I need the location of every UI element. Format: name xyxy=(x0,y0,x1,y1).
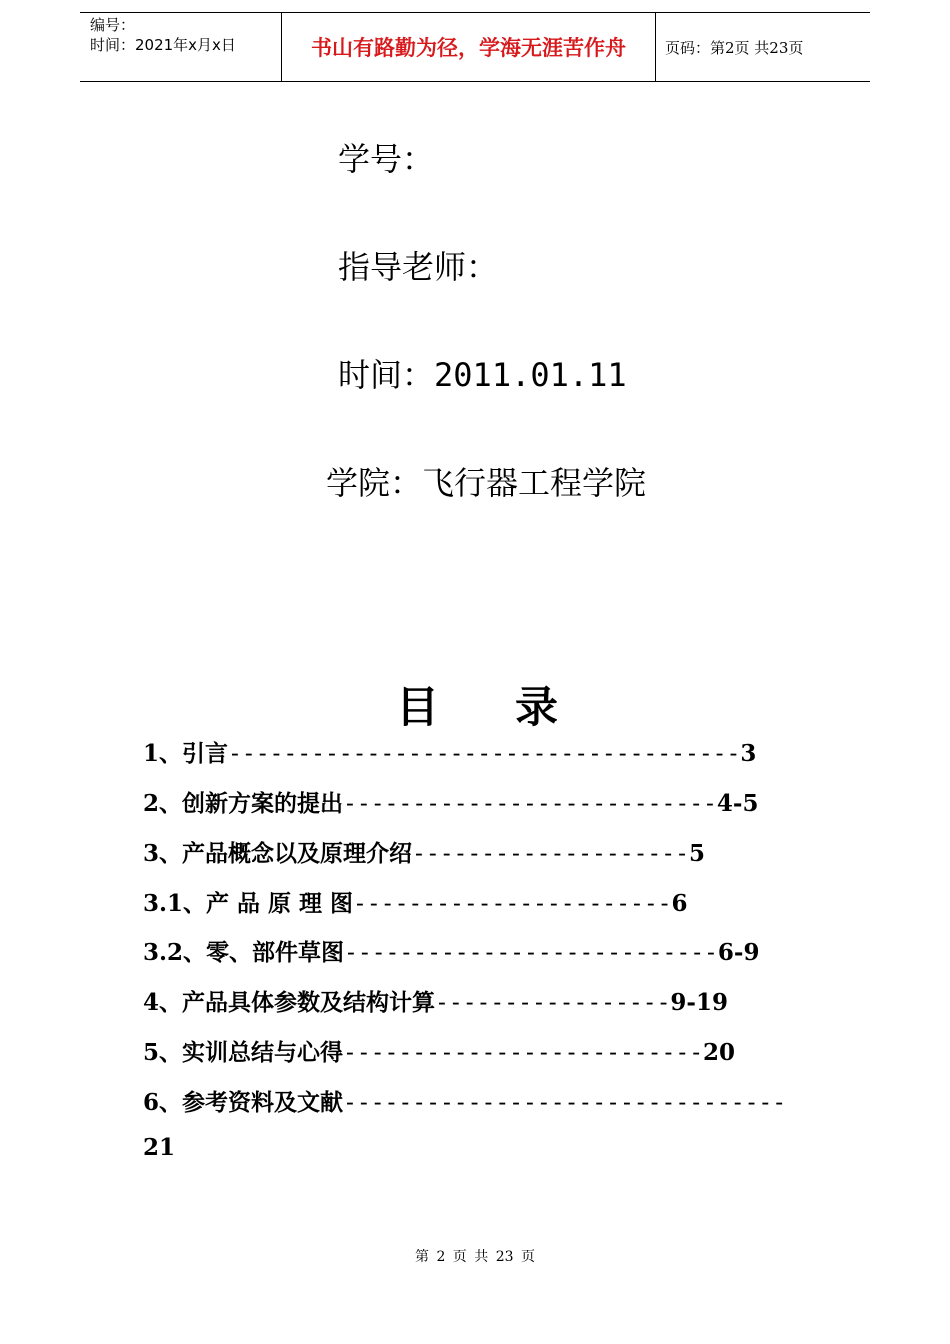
number-label: 编号： xyxy=(90,16,136,34)
toc-entry[interactable] xyxy=(143,785,758,818)
toc-entry-leader: ----------------------- xyxy=(353,891,672,917)
toc-entry-page: 5 xyxy=(688,840,705,867)
toc-entry[interactable] xyxy=(143,1034,735,1067)
toc-entry[interactable] xyxy=(143,1084,786,1117)
toc-entry-title: 3、产品概念以及原理介绍 xyxy=(143,840,413,867)
toc-entry-leader: --------------------------- xyxy=(344,940,718,966)
toc-entry[interactable] xyxy=(143,934,759,967)
toc-entry-continued[interactable] xyxy=(143,1134,175,1161)
toc-entry-page: 9-19 xyxy=(670,989,728,1016)
toc-entry[interactable] xyxy=(143,835,705,868)
advisor-field: 指导老师： xyxy=(338,248,499,286)
toc-entry-leader: -------------------------------- xyxy=(343,1090,787,1116)
time-field xyxy=(338,350,627,396)
header-meta xyxy=(80,13,282,81)
time-value: 2011.01.11 xyxy=(434,356,627,394)
toc-entry-title: 6、参考资料及文献 xyxy=(143,1089,344,1116)
toc-entry-page: 4-5 xyxy=(716,790,759,817)
header-motto: 书山有路勤为径，学海无涯苦作舟 xyxy=(282,13,656,81)
page-footer: 第 2 页 共 23 页 xyxy=(415,1249,535,1265)
toc-title-right: 录 xyxy=(515,683,558,733)
toc-entry-page: 20 xyxy=(703,1039,736,1066)
toc-entry-title: 2、创新方案的提出 xyxy=(143,790,344,817)
toc-entry[interactable] xyxy=(143,735,756,768)
toc-entry[interactable] xyxy=(143,984,728,1017)
toc-entry-leader: ------------------------------------- xyxy=(228,741,741,767)
time-prefix: 时间： xyxy=(338,356,435,394)
page-header xyxy=(80,12,870,82)
toc-entry-leader: --------------------------- xyxy=(343,791,717,817)
toc-entry-page: 6 xyxy=(671,890,688,917)
student-id-field: 学号： xyxy=(338,140,435,178)
toc-entry[interactable] xyxy=(143,885,688,918)
toc-entry-title: 4、产品具体参数及结构计算 xyxy=(143,989,436,1016)
toc-entry-page: 6-9 xyxy=(717,939,760,966)
header-page-info: 页码：第2页 共23页 xyxy=(665,38,804,57)
toc-entry-title: 3.2、零、部件草图 xyxy=(143,939,345,966)
time-label: 时间：2021年x月x日 xyxy=(90,36,236,54)
toc-entry-leader: -------------------------- xyxy=(343,1040,704,1066)
toc-entry-leader: ----------------- xyxy=(435,990,671,1016)
toc-entry-title: 1、引言 xyxy=(143,740,229,767)
toc-title xyxy=(396,674,558,735)
toc-entry-title: 3.1、产 品 原 理 图 xyxy=(143,890,354,917)
toc-entry-page: 3 xyxy=(740,740,757,767)
toc-entry-leader: -------------------- xyxy=(412,841,689,867)
toc-title-left: 目 xyxy=(396,683,439,733)
toc-entry-title: 5、实训总结与心得 xyxy=(143,1039,344,1066)
college-field: 学院：飞行器工程学院 xyxy=(326,464,647,502)
toc-entry-title: 21 xyxy=(143,1134,176,1161)
